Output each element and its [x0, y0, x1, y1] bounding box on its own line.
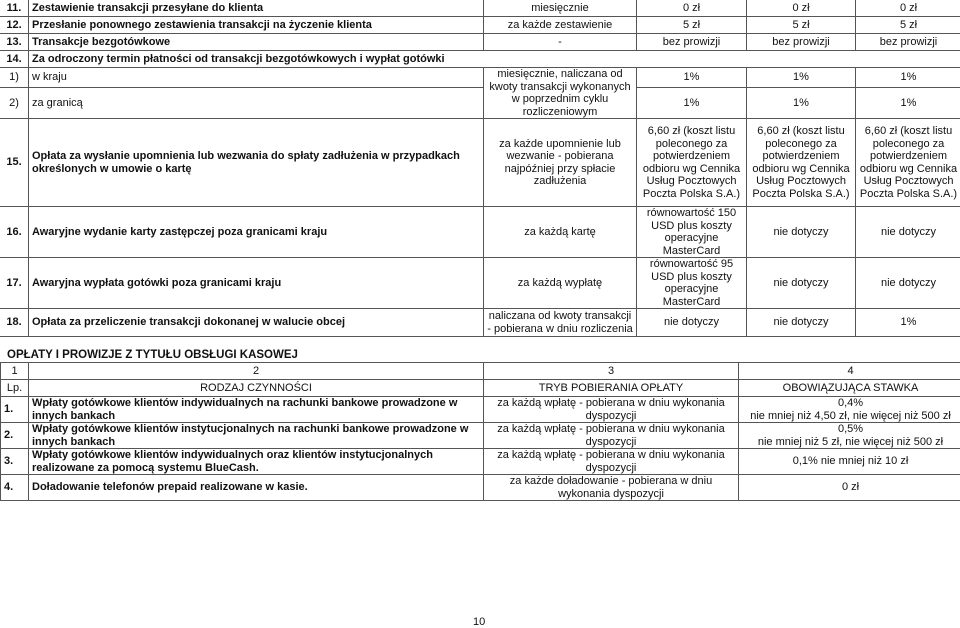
row-number: 3.	[1, 449, 29, 475]
column-number: 2	[29, 363, 484, 380]
table-row	[0, 88, 960, 119]
fee-rate: 0,1% nie mniej niż 10 zł	[739, 449, 960, 475]
row-number: 1.	[1, 397, 29, 423]
page-number: 10	[473, 616, 486, 628]
fee-description: Awaryjne wydanie karty zastępczej poza granicami kraju	[29, 207, 484, 258]
fee-value: 0 zł	[637, 0, 747, 17]
fee-value: 5 zł	[637, 17, 747, 34]
row-number: 18.	[0, 309, 29, 337]
table-row	[1, 397, 960, 423]
fee-mode: za każdą wpłatę - pobierana w dniu wykonania dyspozycji	[484, 449, 739, 475]
column-header: OBOWIĄZUJĄCA STAWKA	[739, 380, 960, 397]
fee-value: 1%	[637, 88, 747, 119]
fee-value: nie dotyczy	[747, 258, 856, 309]
column-number: 4	[739, 363, 960, 380]
fee-value: 6,60 zł (koszt listu poleconego za potwierdzeniem odbioru wg Cennika Usług Pocztowych Poczta Polska S.A.)	[747, 119, 856, 207]
fee-mode: za każdą wpłatę - pobierana w dniu wykonania dyspozycji	[484, 397, 739, 423]
fee-value: 0 zł	[747, 0, 856, 17]
fee-value: nie dotyczy	[747, 207, 856, 258]
fee-description: Za odroczony termin płatności od transakcji bezgotówkowych i wypłat gotówki	[29, 51, 960, 68]
rate-limits: nie mniej niż 5 zł, nie więcej niż 500 zł	[757, 435, 944, 448]
fee-value: 0 zł	[856, 0, 960, 17]
fee-value: nie dotyczy	[637, 309, 747, 337]
fee-mode: miesięcznie, naliczana od kwoty transakcji wykonanych w poprzednim cyklu rozliczeniowym	[484, 68, 637, 119]
rate-percent: 0,5%	[837, 423, 864, 435]
fee-value: bez prowizji	[856, 34, 960, 51]
fee-value: nie dotyczy	[856, 258, 960, 309]
table-row	[1, 423, 960, 449]
fee-mode: za każde upomnienie lub wezwanie - pobierana najpóźniej przy spłacie zadłużenia	[484, 119, 637, 207]
fee-description: Awaryjna wypłata gotówki poza granicami kraju	[29, 258, 484, 309]
operation-description: Doładowanie telefonów prepaid realizowane w kasie.	[29, 475, 484, 501]
fee-value: 1%	[637, 68, 747, 88]
row-number: 2)	[0, 88, 29, 119]
fee-mode: naliczana od kwoty transakcji - pobierana w dniu rozliczenia	[484, 309, 637, 337]
fee-rate: 0 zł	[739, 475, 960, 501]
table-row	[0, 258, 960, 309]
fee-description: Zestawienie transakcji przesyłane do klienta	[29, 0, 484, 17]
column-number: 1	[1, 363, 29, 380]
cash-fees-table	[0, 362, 960, 501]
row-number: 17.	[0, 258, 29, 309]
row-number: 13.	[0, 34, 29, 51]
table-row	[1, 449, 960, 475]
fee-description: Opłata za wysłanie upomnienia lub wezwania do spłaty zadłużenia w przypadkach określonych w umowie o kartę	[29, 119, 484, 207]
row-number: 1)	[0, 68, 29, 88]
column-number: 3	[484, 363, 739, 380]
fee-mode: za każde zestawienie	[484, 17, 637, 34]
section-title: OPŁATY I PROWIZJE Z TYTUŁU OBSŁUGI KASOWEJ	[7, 349, 298, 361]
row-number: 16.	[0, 207, 29, 258]
rate-percent: 0,4%	[837, 397, 864, 409]
row-number: 4.	[1, 475, 29, 501]
column-number-row	[1, 363, 960, 380]
table-row	[0, 51, 960, 68]
row-number: 12.	[0, 17, 29, 34]
fee-mode: za każdą kartę	[484, 207, 637, 258]
fee-description: w kraju	[29, 68, 484, 88]
fee-value: 1%	[856, 309, 960, 337]
fee-value: 1%	[856, 88, 960, 119]
fee-description: Opłata za przeliczenie transakcji dokonanej w walucie obcej	[29, 309, 484, 337]
table-row	[0, 34, 960, 51]
fee-value: 6,60 zł (koszt listu poleconego za potwierdzeniem odbioru wg Cennika Usług Pocztowych Poczta Polska S.A.)	[637, 119, 747, 207]
fee-value: 1%	[856, 68, 960, 88]
fee-value: 1%	[747, 68, 856, 88]
operation-description: Wpłaty gotówkowe klientów instytucjonalnych na rachunki bankowe prowadzone w innych bankach	[29, 423, 484, 449]
column-header: RODZAJ CZYNNOŚCI	[29, 380, 484, 397]
column-header: Lp.	[1, 380, 29, 397]
fee-value: równowartość 150 USD plus koszty operacyjne MasterCard	[637, 207, 747, 258]
fee-description: Transakcje bezgotówkowe	[29, 34, 484, 51]
fee-mode: za każde doładowanie - pobierana w dniu wykonania dyspozycji	[484, 475, 739, 501]
fee-mode: za każdą wypłatę	[484, 258, 637, 309]
fee-rate	[739, 397, 960, 423]
fee-mode: miesięcznie	[484, 0, 637, 17]
row-number: 15.	[0, 119, 29, 207]
fee-value: bez prowizji	[637, 34, 747, 51]
fee-value: nie dotyczy	[747, 309, 856, 337]
column-header: TRYB POBIERANIA OPŁATY	[484, 380, 739, 397]
table-row	[0, 0, 960, 17]
fee-value: 5 zł	[747, 17, 856, 34]
operation-description: Wpłaty gotówkowe klientów indywidualnych na rachunki bankowe prowadzone w innych bankach	[29, 397, 484, 423]
table-row	[0, 68, 960, 88]
operation-description: Wpłaty gotówkowe klientów indywidualnych oraz klientów instytucjonalnych realizowane za pomocą systemu BlueCash.	[29, 449, 484, 475]
table-row	[0, 207, 960, 258]
fee-value: nie dotyczy	[856, 207, 960, 258]
header-row	[1, 380, 960, 397]
fee-value: bez prowizji	[747, 34, 856, 51]
row-number: 11.	[0, 0, 29, 17]
rate-limits: nie mniej niż 4,50 zł, nie więcej niż 500 zł	[750, 409, 951, 422]
table-row	[0, 309, 960, 337]
fee-description: Przesłanie ponownego zestawienia transakcji na życzenie klienta	[29, 17, 484, 34]
table-row	[0, 119, 960, 207]
row-number: 14.	[0, 51, 29, 68]
row-number: 2.	[1, 423, 29, 449]
fee-value: 1%	[747, 88, 856, 119]
fee-rate	[739, 423, 960, 449]
fee-value: 5 zł	[856, 17, 960, 34]
fee-description: za granicą	[29, 88, 484, 119]
fee-mode: za każdą wpłatę - pobierana w dniu wykonania dyspozycji	[484, 423, 739, 449]
table-row	[0, 17, 960, 34]
fee-value: 6,60 zł (koszt listu poleconego za potwierdzeniem odbioru wg Cennika Usług Pocztowych Poczta Polska S.A.)	[856, 119, 960, 207]
fee-mode: -	[484, 34, 637, 51]
fee-value: równowartość 95 USD plus koszty operacyjne MasterCard	[637, 258, 747, 309]
table-row	[1, 475, 960, 501]
